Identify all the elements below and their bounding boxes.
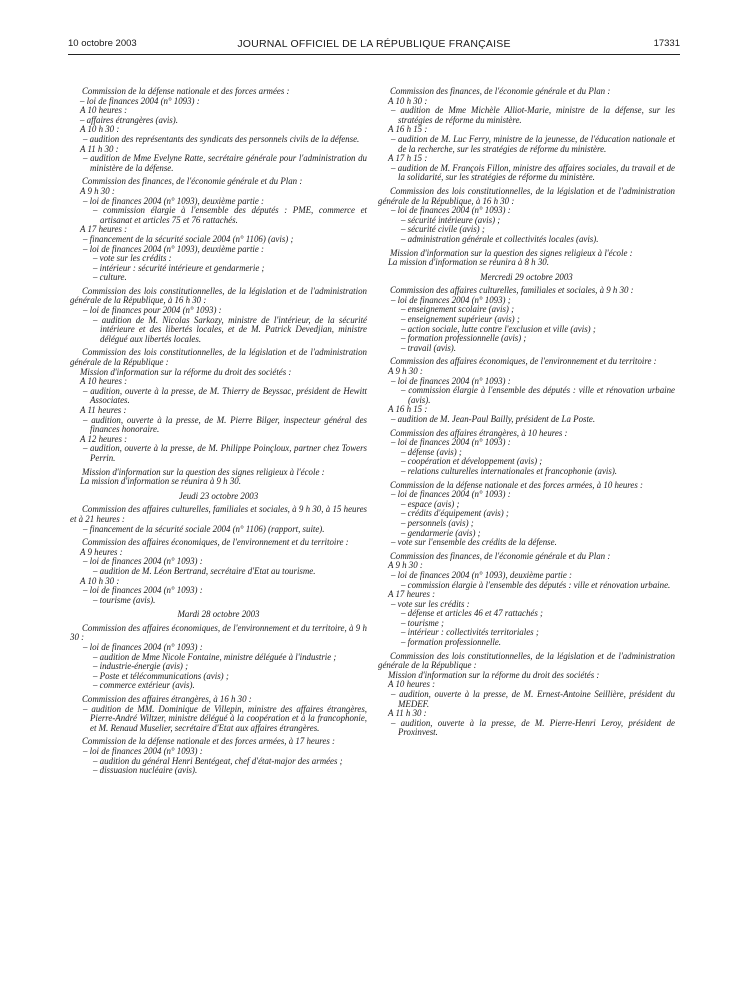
header-rule xyxy=(68,54,680,55)
committee-heading: Commission des affaires économiques, de l'environnement et du territoire : xyxy=(82,537,349,548)
agenda-line: A 10 h 30 : xyxy=(80,575,120,586)
agenda-line: – gendarmerie (avis) ; xyxy=(401,527,481,538)
committee-heading: Mission d'information sur la question des signes religieux à l'école : xyxy=(390,247,633,258)
agenda-line: – audition, ouverte à la presse, de M. Philippe Poinçloux, partner chez Towers Perrin. xyxy=(83,443,367,463)
committee-heading: Mission d'information sur la question des signes religieux à l'école : xyxy=(82,466,325,477)
agenda-line: – loi de finances 2004 (n° 1093), deuxième partie : xyxy=(83,243,265,254)
committee-heading: Commission de la défense nationale et des forces armées : xyxy=(82,86,290,96)
agenda-line: – audition, ouverte à la presse, de M. Pierre Bilger, inspecteur général des finances honoraire. xyxy=(83,414,367,435)
committee-heading: Commission des lois constitutionnelles, de la législation et de l'administration générale de la République, à 16 h 30 : xyxy=(70,285,367,306)
agenda-line: – tourisme ; xyxy=(401,617,444,628)
agenda-line: – travail (avis). xyxy=(401,342,456,353)
date-heading: Mardi 28 octobre 2003 xyxy=(177,609,260,620)
agenda-line: – audition de Mme Evelyne Ratte, secrétaire générale pour l'administration du ministère de la défense. xyxy=(83,153,367,173)
agenda-line: A 10 h 30 : xyxy=(388,95,428,106)
agenda-line: – relations culturelles internationales et francophonie (avis). xyxy=(401,465,618,476)
committee-heading: Commission de la défense nationale et des forces armées, à 10 heures : xyxy=(390,479,643,490)
agenda-line: – financement de la sécurité sociale 2004 (n° 1106) (avis) ; xyxy=(83,233,294,244)
agenda-line: A 9 h 30 : xyxy=(388,366,423,377)
committee-heading: Commission des finances, de l'économie générale et du Plan : xyxy=(390,550,611,561)
agenda-line: – commission élargie à l'ensemble des députés : ville et rénovation urbaine (avis). xyxy=(401,385,675,405)
agenda-line: – commission élargie à l'ensemble des députés : ville et rénovation urbaine. xyxy=(401,579,671,590)
committee-heading: Commission de la défense nationale et des forces armées, à 17 heures : xyxy=(82,736,335,747)
agenda-line: A 11 heures : xyxy=(80,405,127,415)
left-column xyxy=(70,83,367,776)
agenda-line: – commission élargie à l'ensemble des députés : PME, commerce et artisanat et articles 75 et 76 rattachés. xyxy=(93,205,367,225)
agenda-line: – loi de finances 2004 (n° 1093), deuxième partie : xyxy=(391,569,573,580)
agenda-line: A 10 heures : xyxy=(388,679,436,690)
agenda-line: – loi de finances 2004 (n° 1093) : xyxy=(391,375,511,386)
agenda-line: – intérieur : sécurité intérieure et gendarmerie ; xyxy=(93,262,265,273)
agenda-line: – industrie-énergie (avis) ; xyxy=(93,661,189,672)
committee-heading: Commission des affaires étrangères, à 16 h 30 : xyxy=(82,694,252,705)
agenda-line: – audition de M. Léon Bertrand, secrétaire d'Etat au tourisme. xyxy=(93,565,316,576)
agenda-line: – tourisme (avis). xyxy=(93,594,156,605)
committee-heading: Commission des affaires culturelles, familiales et sociales, à 9 h 30, à 15 heures et à 21 heures : xyxy=(70,504,367,524)
date-heading: Jeudi 23 octobre 2003 xyxy=(178,490,259,501)
committee-heading: Commission des finances, de l'économie générale et du Plan : xyxy=(82,176,303,187)
committee-heading: Commission des affaires étrangères, à 10 heures : xyxy=(390,427,568,438)
agenda-line: – coopération et développement (avis) ; xyxy=(401,456,543,467)
agenda-line: – commerce extérieur (avis). xyxy=(93,680,195,691)
agenda-line: A 17 h 15 : xyxy=(388,153,428,164)
agenda-line: La mission d'information se réunira à 8 h 30. xyxy=(388,257,549,268)
agenda-line: – audition, ouverte à la presse, de M. Thierry de Beyssac, président de Hewitt Associates. xyxy=(83,385,367,406)
agenda-line: – audition de Mme Michèle Alliot-Marie, ministre de la défense, sur les stratégies de réforme du ministère. xyxy=(391,105,675,125)
agenda-line: – financement de la sécurité sociale 2004 (n° 1106) (rapport, suite). xyxy=(83,523,325,534)
agenda-line: – loi de finances 2004 (n° 1093) : xyxy=(83,556,203,567)
agenda-line: – audition, ouverte à la presse, de M. Pierre-Henri Leroy, président de Proxinvest. xyxy=(391,717,675,738)
agenda-line: – vote sur l'ensemble des crédits de la défense. xyxy=(391,537,557,548)
committee-heading: Commission des lois constitutionnelles, de la législation et de l'administration générale de la République : xyxy=(70,347,367,368)
committee-heading: Commission des lois constitutionnelles, de la législation et de l'administration générale de la République, à 16 h 30 : xyxy=(378,185,675,206)
agenda-line: – loi de finances 2004 (n° 1093) ; xyxy=(391,294,511,305)
agenda-line: – intérieur : collectivités territoriales ; xyxy=(401,627,539,638)
agenda-line: – administration générale et collectivités locales (avis). xyxy=(401,233,599,244)
agenda-line: – affaires étrangères (avis). xyxy=(80,114,178,125)
agenda-line: La mission d'information se réunira à 9 h 30. xyxy=(80,476,241,487)
agenda-line: A 10 heures : xyxy=(80,376,128,387)
agenda-line: – loi de finances 2004 (n° 1093) : xyxy=(83,585,203,596)
agenda-line: A 11 h 30 : xyxy=(388,708,427,719)
agenda-line: Mission d'information sur la réforme du droit des sociétés : xyxy=(388,669,600,680)
agenda-line: A 11 h 30 : xyxy=(80,143,119,154)
agenda-line: – audition de M. Nicolas Sarkozy, ministre de l'intérieur, de la sécurité intérieure et des libertés locales, et de M. Patrick Devedjian, ministre délégué aux libertés locales. xyxy=(93,314,367,344)
agenda-line: – audition de M. François Fillon, ministre des affaires sociales, du travail et de la solidarité, sur les stratégies de réforme du ministère. xyxy=(391,162,675,183)
agenda-line: A 10 heures : xyxy=(80,105,128,116)
agenda-line: – Poste et télécommunications (avis) ; xyxy=(93,670,229,681)
committee-heading: Commission des finances, de l'économie générale et du Plan : xyxy=(390,86,611,96)
agenda-line: – loi de finances 2004 (n° 1093) : xyxy=(391,205,511,216)
committee-heading: Commission des affaires économiques, de l'environnement et du territoire, à 9 h 30 : xyxy=(70,622,367,643)
agenda-line: – audition des représentants des syndicats des personnels civils de la défense. xyxy=(83,133,360,144)
agenda-line: – sécurité civile (avis) ; xyxy=(401,224,485,235)
agenda-line: – action sociale, lutte contre l'exclusion et ville (avis) ; xyxy=(401,323,596,334)
agenda-line: – crédits d'équipement (avis) ; xyxy=(401,508,509,519)
page-number: 17331 xyxy=(653,38,680,49)
agenda-line: A 12 heures : xyxy=(80,433,128,444)
journal-title: JOURNAL OFFICIEL DE LA RÉPUBLIQUE FRANÇAISE xyxy=(237,38,511,50)
agenda-line: – audition de MM. Dominique de Villepin, ministre des affaires étrangères, Pierre-André Wiltzer, ministre délégué à la coopération et à la francophonie, et M. Renaud Muselier, secrétaire d'Etat aux affaires étrangères. xyxy=(83,703,367,733)
agenda-line: – loi de finances pour 2004 (n° 1093) : xyxy=(83,305,222,316)
agenda-line: – enseignement scolaire (avis) ; xyxy=(401,304,515,315)
agenda-line: – loi de finances 2004 (n° 1093) : xyxy=(391,437,511,448)
agenda-line: A 9 h 30 : xyxy=(388,560,423,571)
date-heading: Mercredi 29 octobre 2003 xyxy=(480,271,573,282)
agenda-line: – loi de finances 2004 (n° 1093) : xyxy=(391,489,511,500)
header-date: 10 octobre 2003 xyxy=(68,38,137,49)
agenda-line: A 17 heures : xyxy=(80,224,128,235)
agenda-line: – dissuasion nucléaire (avis). xyxy=(93,765,198,776)
agenda-line: – formation professionnelle (avis) ; xyxy=(401,333,527,344)
agenda-line: – personnels (avis) ; xyxy=(401,517,474,528)
agenda-line: – défense et articles 46 et 47 rattachés ; xyxy=(401,608,543,619)
agenda-line: – vote sur les crédits : xyxy=(391,598,470,609)
agenda-line: – culture. xyxy=(93,272,127,283)
agenda-line: – enseignement supérieur (avis) ; xyxy=(401,314,520,325)
committee-heading: Commission des lois constitutionnelles, de la législation et de l'administration générale de la République : xyxy=(378,650,675,671)
agenda-line: – loi de finances 2004 (n° 1093) : xyxy=(83,642,203,653)
agenda-line: A 17 heures : xyxy=(388,589,436,600)
agenda-line: – espace (avis) ; xyxy=(401,498,460,509)
agenda-line: – audition, ouverte à la presse, de M. Ernest-Antoine Seillière, président du MEDEF. xyxy=(391,689,675,709)
agenda-line: Mission d'information sur la réforme du droit des sociétés : xyxy=(80,366,292,377)
agenda-line: – défense (avis) ; xyxy=(401,446,462,457)
agenda-line: – vote sur les crédits : xyxy=(93,253,172,264)
agenda-line: A 16 h 15 : xyxy=(388,124,428,135)
agenda-line: A 9 h 30 : xyxy=(80,185,115,196)
agenda-line: – audition de M. Jean-Paul Bailly, président de La Poste. xyxy=(391,414,596,424)
agenda-line: – audition de M. Luc Ferry, ministre de la jeunesse, de l'éducation nationale et de la recherche, sur les stratégies de réforme du ministère. xyxy=(391,133,675,154)
committee-heading: Commission des affaires économiques, de l'environnement et du territoire : xyxy=(390,356,657,367)
page-header xyxy=(68,38,680,52)
agenda-line: – loi de finances 2004 (n° 1093) : xyxy=(83,746,203,756)
agenda-line: A 9 heures : xyxy=(80,546,123,557)
agenda-line: – audition du général Henri Bentégeat, chef d'état-major des armées ; xyxy=(93,755,343,766)
agenda-line: – formation professionnelle. xyxy=(401,637,502,648)
agenda-line: – loi de finances 2004 (n° 1093) : xyxy=(80,95,200,106)
agenda-line: – sécurité intérieure (avis) ; xyxy=(401,214,501,225)
agenda-line: – loi de finances 2004 (n° 1093), deuxième partie : xyxy=(83,195,265,206)
agenda-line: A 10 h 30 : xyxy=(80,124,120,135)
committee-heading: Commission des affaires culturelles, familiales et sociales, à 9 h 30 : xyxy=(390,285,634,296)
agenda-line: – audition de Mme Nicole Fontaine, ministre déléguée à l'industrie ; xyxy=(93,651,337,662)
agenda-line: A 16 h 15 : xyxy=(388,404,428,415)
right-column xyxy=(378,83,675,738)
